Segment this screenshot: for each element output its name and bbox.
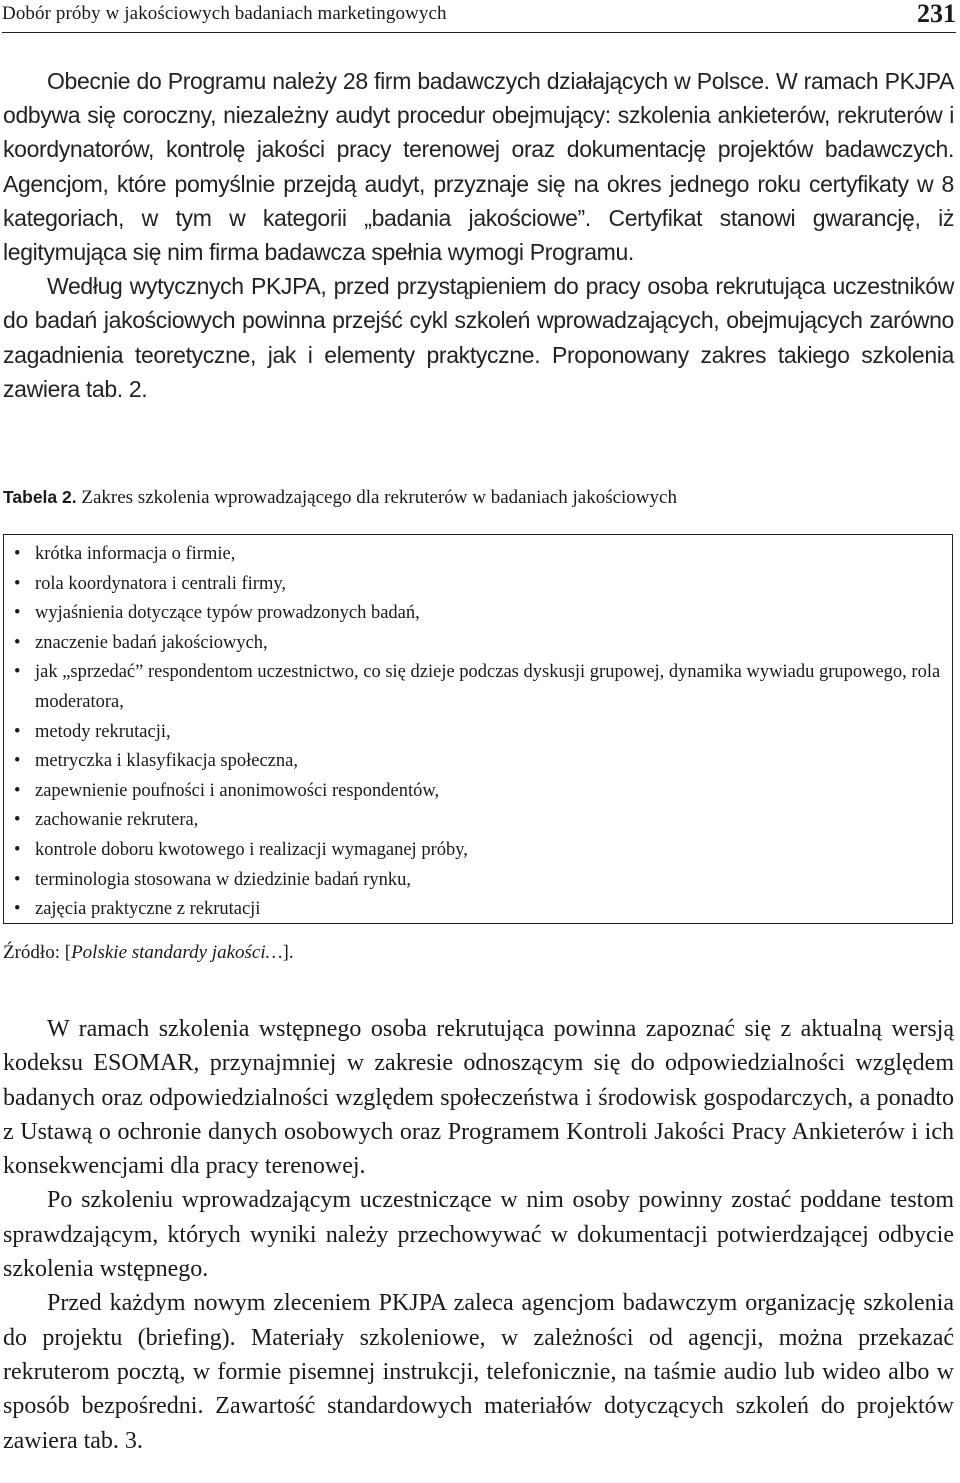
list-item: • krótka informacja o firmie, [14, 540, 942, 570]
bullet-icon: • [14, 721, 21, 742]
training-topic-list [14, 540, 942, 925]
table-caption-text: Zakres szkolenia wprowadzającego dla rekruterów w badaniach jakościowych [81, 487, 677, 508]
paragraph: Według wytycznych PKJPA, przed przystąpieniem do pracy osoba rekrutująca uczestników do badań jakościowych powinna przejść cykl szkoleń wprowadzających, obejmujących zarówno zagadnienia teoretyczne, jak i elementy praktyczne. Proponowany zakres takiego szkolenia zawiera tab. 2. [3, 273, 954, 402]
list-item: • wyjaśnienia dotyczące typów prowadzonych badań, [14, 599, 942, 629]
table-caption [3, 484, 954, 511]
body-section [3, 1012, 954, 1458]
bullet-icon: • [14, 869, 21, 890]
bullet-icon: • [14, 899, 21, 920]
paragraph: Obecnie do Programu należy 28 firm badawczych działających w Polsce. W ramach PKJPA odbywa się coroczny, niezależny audyt procedur obejmujący: szkolenia ankieterów, rekruterów i koordynatorów, kontrolę jakości pracy terenowej oraz dokumentację projektów badawczych. Agencjom, które pomyślnie przejdą audyt, przyznaje się na okres jednego roku certyfikaty w 8 kategoriach, w tym w kategorii „badania jakościowe”. Certyfikat stanowi gwarancję, iż legitymująca się nim firma badawcza spełnia wymogi Programu. [3, 68, 954, 266]
bullet-icon: • [14, 780, 21, 801]
list-item: • kontrole doboru kwotowego i realizacji wymaganej próby, [14, 836, 942, 866]
page-number: 231 [917, 0, 956, 28]
list-item: • zajęcia praktyczne z rekrutacji [14, 895, 942, 925]
bullet-icon: • [14, 839, 21, 860]
paragraph: W ramach szkolenia wstępnego osoba rekrutująca powinna zapoznać się z aktualną wersją kodeksu ESOMAR, przynajmniej w zakresie odnoszącym się do odpowiedzialności względem badanych oraz odpowiedzialności względem społeczeństwa i środowisk gospodarczych, a ponadto z Ustawą o ochronie danych osobowych oraz Programem Kontroli Jakości Pracy Ankieterów i ich konsekwencjami dla pracy terenowej. [3, 1016, 954, 1180]
list-item: • znaczenie badań jakościowych, [14, 629, 942, 659]
list-item: • terminologia stosowana w dziedzinie badań rynku, [14, 866, 942, 896]
paragraph: Po szkoleniu wprowadzającym uczestniczące w nim osoby powinny zostać poddane testom sprawdzającym, których wyniki należy przechowywać w dokumentacji potwierdzającej odbycie szkolenia wstępnego. [3, 1187, 954, 1283]
running-title: Dobór próby w jakościowych badaniach marketingowych [2, 3, 447, 24]
bullet-icon: • [14, 810, 21, 831]
bullet-icon: • [14, 544, 21, 564]
training-scope-table [3, 534, 953, 924]
table-label: Tabela 2. [3, 487, 77, 507]
list-item: • rola koordynatora i centrali firmy, [14, 570, 942, 600]
running-header [2, 0, 956, 33]
list-item: • metody rekrutacji, [14, 718, 942, 748]
bullet-icon: • [14, 662, 21, 683]
intro-section [3, 64, 954, 406]
source-title: Polskie standardy jakości… [71, 942, 283, 963]
bullet-icon: • [14, 603, 21, 624]
bullet-icon: • [14, 573, 21, 594]
list-item: • metryczka i klasyfikacja społeczna, [14, 747, 942, 777]
bullet-icon: • [14, 751, 21, 772]
list-item: • zachowanie rekrutera, [14, 806, 942, 836]
list-item: • zapewnienie poufności i anonimowości respondentów, [14, 777, 942, 807]
table-source: Źródło: [Polskie standardy jakości…]. [3, 942, 294, 963]
bullet-icon: • [14, 632, 21, 653]
list-item: • jak „sprzedać” respondentom uczestnictwo, co się dzieje podczas dyskusji grupowej, dynamika wywiadu grupowego, rola moderatora, [14, 658, 942, 717]
paragraph: Przed każdym nowym zleceniem PKJPA zaleca agencjom badawczym organizację szkolenia do projektu (briefing). Materiały szkoleniowe, w zależności od agencji, można przekazać rekruterom pocztą, w formie pisemnej instrukcji, telefonicznie, na taśmie audio lub wideo albo w sposób bezpośredni. Zawartość standardowych materiałów dotyczących szkoleń do projektów zawiera tab. 3. [3, 1290, 954, 1454]
